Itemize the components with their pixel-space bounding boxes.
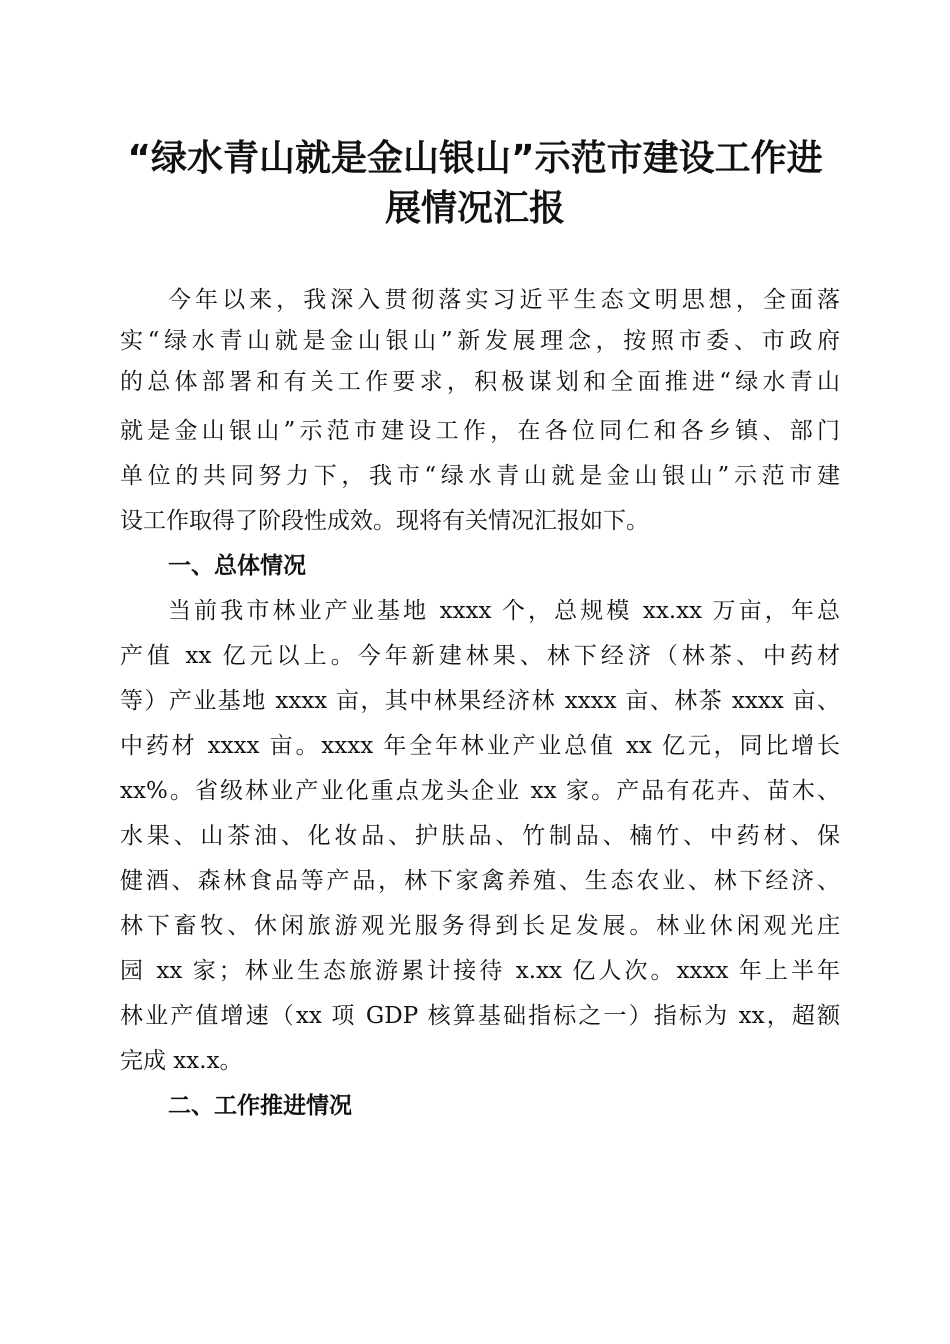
intro-paragraph-line: 就是金山银山”示范市建设工作，在各位同仁和各乡镇、部门 xyxy=(120,418,840,444)
section1-paragraph-line: 等）产业基地 xxxx 亩，其中林果经济林 xxxx 亩、林茶 xxxx 亩、 xyxy=(120,688,840,714)
section1-paragraph-line: xx%。省级林业产业化重点龙头企业 xx 家。产品有花卉、苗木、 xyxy=(120,778,840,804)
section1-paragraph-line: 完成 xx.x。 xyxy=(120,1048,243,1074)
section1-paragraph-line: 健酒、森林食品等产品，林下家禽养殖、生态农业、林下经济、 xyxy=(120,868,840,894)
section1-paragraph-line: 园 xx 家；林业生态旅游累计接待 x.xx 亿人次。xxxx 年上半年 xyxy=(120,958,840,984)
intro-paragraph-line: 实“绿水青山就是金山银山”新发展理念，按照市委、市政府 xyxy=(120,328,840,354)
intro-paragraph-line: 的总体部署和有关工作要求，积极谋划和全面推进“绿水青山 xyxy=(120,369,840,395)
section1-paragraph-line: 中药材 xxxx 亩。xxxx 年全年林业产业总值 xx 亿元，同比增长 xyxy=(120,733,840,759)
intro-paragraph-line: 今年以来，我深入贯彻落实习近平生态文明思想，全面落 xyxy=(168,287,840,313)
section-heading-overview: 一、总体情况 xyxy=(168,553,306,579)
section1-paragraph-line: 林下畜牧、休闲旅游观光服务得到长足发展。林业休闲观光庄 xyxy=(120,913,840,939)
intro-paragraph-line: 单位的共同努力下，我市“绿水青山就是金山银山”示范市建 xyxy=(120,463,840,489)
section-heading-progress: 二、工作推进情况 xyxy=(168,1093,352,1119)
section1-paragraph-line: 当前我市林业产业基地 xxxx 个，总规模 xx.xx 万亩，年总 xyxy=(168,598,840,624)
document-title-line-2: 展情况汇报 xyxy=(384,188,565,229)
section1-paragraph-line: 水果、山茶油、化妆品、护肤品、竹制品、楠竹、中药材、保 xyxy=(120,823,840,849)
section1-paragraph-line: 林业产值增速（xx 项 GDP 核算基础指标之一）指标为 xx，超额 xyxy=(120,1003,840,1029)
document-title-line-1: “绿水青山就是金山银山”示范市建设工作进 xyxy=(127,138,823,179)
intro-paragraph-line: 设工作取得了阶段性成效。现将有关情况汇报如下。 xyxy=(120,508,649,534)
section1-paragraph-line: 产值 xx 亿元以上。今年新建林果、林下经济（林茶、中药材 xyxy=(120,643,840,669)
